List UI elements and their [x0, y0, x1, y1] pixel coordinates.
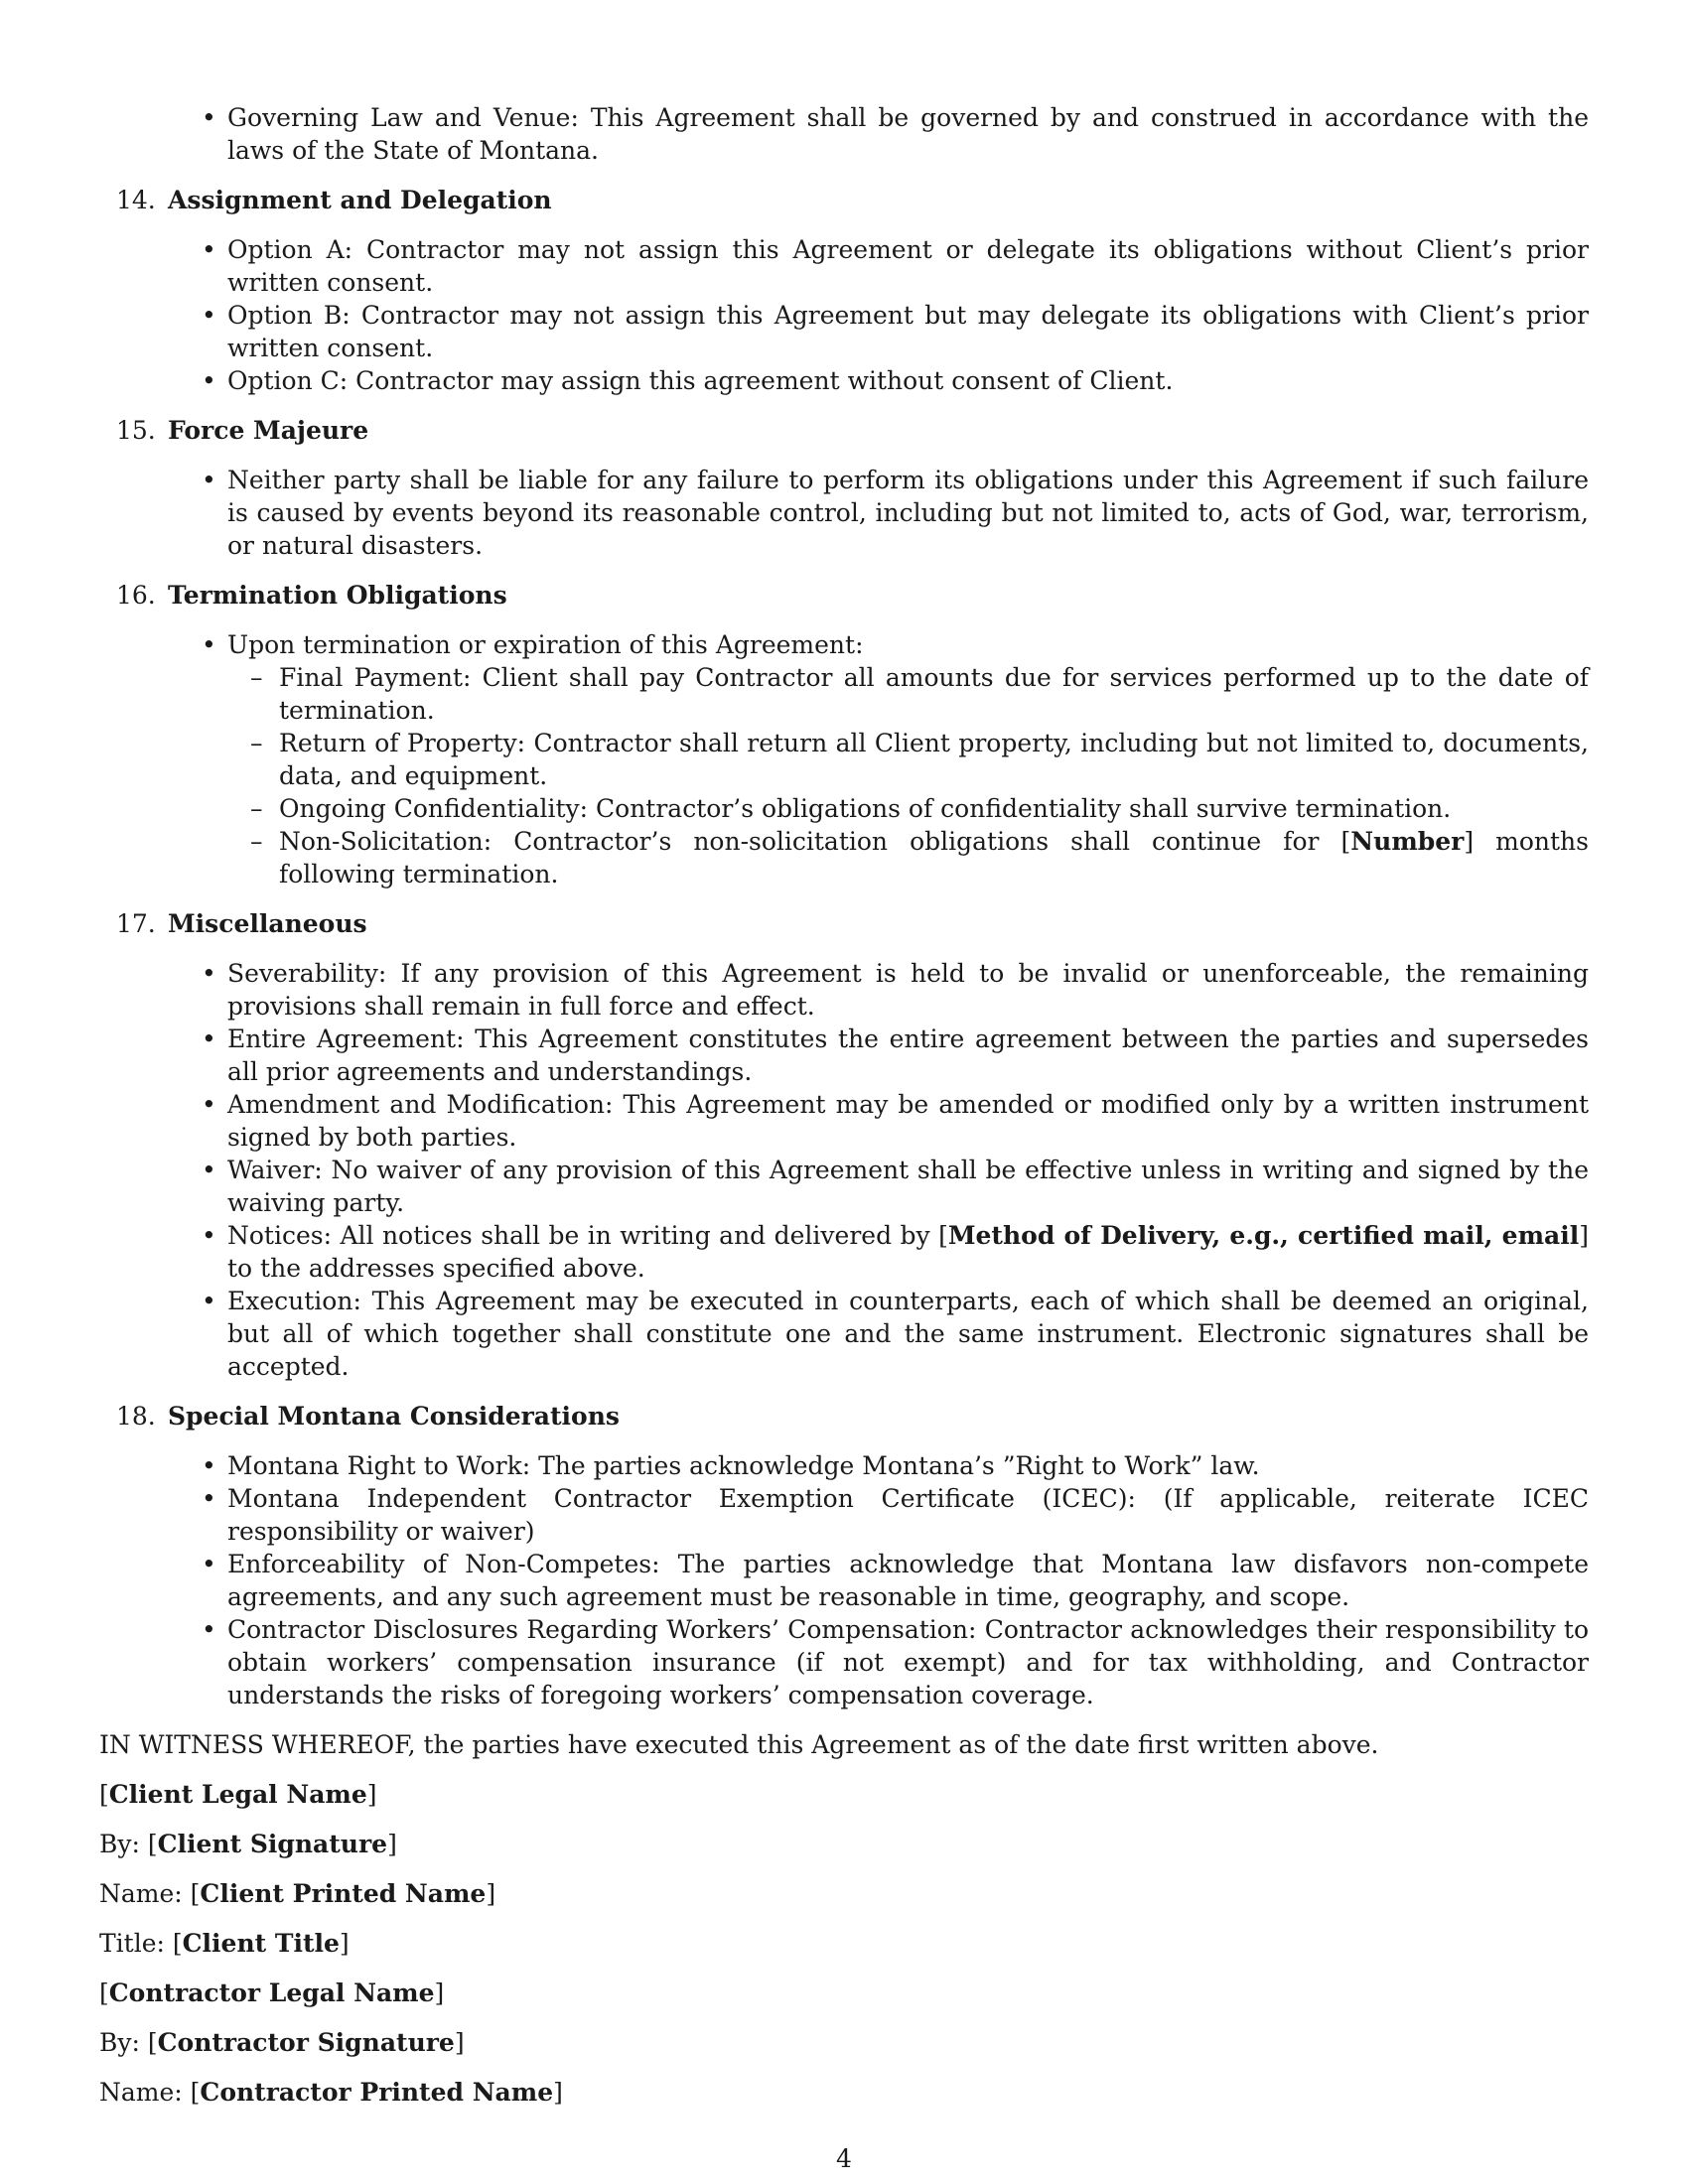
- list-item: • Waiver: No waiver of any provision of this Agreement shall be effective unless in writing and signed by the waiving party.: [99, 1154, 1589, 1219]
- section-heading-17: [99, 907, 1589, 940]
- section-number: 15.: [116, 416, 156, 445]
- section-number: 18.: [116, 1402, 156, 1431]
- section-number: 16.: [116, 581, 156, 610]
- sub-list-item: [99, 825, 1589, 890]
- client-legal-name-placeholder: Client Legal Name: [108, 1780, 367, 1809]
- assignment-list: [99, 233, 1589, 397]
- by-label: By:: [99, 1830, 140, 1858]
- montana-list: [99, 1449, 1589, 1711]
- list-item: • Option B: Contractor may not assign this Agreement but may delegate its obligations with Client’s prior written consent.: [99, 299, 1589, 364]
- list-item: • Option A: Contractor may not assign this Agreement or delegate its obligations without Client’s prior written consent.: [99, 233, 1589, 299]
- list-item: • Entire Agreement: This Agreement constitutes the entire agreement between the parties and supersedes all prior agreements and understandings.: [99, 1023, 1589, 1088]
- notices-placeholder: Method of Delivery, e.g., certified mail, email: [947, 1221, 1580, 1250]
- witness-clause: IN WITNESS WHEREOF, the parties have executed this Agreement as of the date first written above.: [99, 1730, 1379, 1759]
- list-item: • Montana Independent Contractor Exemption Certificate (ICEC): (If applicable, reiterate ICEC responsibility or waiver): [99, 1482, 1589, 1548]
- client-title-line: Title: [Client Title]: [99, 1929, 350, 1958]
- list-item: • Severability: If any provision of this Agreement is held to be invalid or unenforceable, the remaining provisions shall remain in full force and effect.: [99, 957, 1589, 1023]
- client-by-line: By: [Client Signature]: [99, 1830, 397, 1858]
- by-label: By:: [99, 2028, 140, 2057]
- section-title: Special Montana Considerations: [168, 1402, 620, 1431]
- list-item: • Montana Right to Work: The parties acknowledge Montana’s ”Right to Work” law.: [99, 1449, 1589, 1482]
- nonsolicit-text-before: Non-Solicitation: Contractor’s non-solicitation obligations shall continue for [: [279, 827, 1351, 856]
- miscellaneous-list: [99, 957, 1589, 1383]
- section-number: 17.: [116, 909, 156, 938]
- list-item: • Execution: This Agreement may be executed in counterparts, each of which shall be deemed an original, but all of which together shall constitute one and the same instrument. Electronic signatures shall be accepted.: [99, 1285, 1589, 1383]
- client-title-placeholder: Client Title: [182, 1929, 340, 1958]
- name-label: Name:: [99, 2078, 183, 2107]
- section-title: Assignment and Delegation: [168, 186, 552, 214]
- contractor-name-line: Name: [Contractor Printed Name]: [99, 2078, 563, 2107]
- list-item: • Upon termination or expiration of this Agreement:: [99, 628, 1589, 661]
- list-item: • Contractor Disclosures Regarding Workers’ Compensation: Contractor acknowledges their responsibility to obtain workers’ compensation insurance (if not exempt) and for tax withholding, and Contractor understands the risks of foregoing workers’ compensation coverage.: [99, 1613, 1589, 1711]
- nonsolicit-placeholder: Number: [1350, 827, 1465, 856]
- list-item: • Option C: Contractor may assign this agreement without consent of Client.: [99, 364, 1589, 397]
- section-title: Termination Obligations: [168, 581, 507, 610]
- list-item: • Governing Law and Venue: This Agreement shall be governed by and construed in accordance with the laws of the State of Montana.: [99, 101, 1589, 167]
- client-printed-name-placeholder: Client Printed Name: [200, 1879, 487, 1908]
- governing-law-list: [99, 101, 1589, 167]
- client-name-line: Name: [Client Printed Name]: [99, 1879, 496, 1908]
- sub-list-item: – Return of Property: Contractor shall return all Client property, including but not limited to, documents, data, and equipment.: [99, 727, 1589, 792]
- contractor-signature-placeholder: Contractor Signature: [157, 2028, 455, 2057]
- notices-text-after: ] to the addresses specified above.: [227, 1221, 1589, 1283]
- section-heading-18: [99, 1400, 1589, 1433]
- section-heading-14: [99, 184, 1589, 216]
- contractor-printed-name-placeholder: Contractor Printed Name: [200, 2078, 554, 2107]
- list-item: [99, 1219, 1589, 1285]
- list-item: • Neither party shall be liable for any failure to perform its obligations under this Agreement if such failure is caused by events beyond its reasonable control, including but not limited to, acts of God, war, terrorism, or natural disasters.: [99, 464, 1589, 562]
- section-title: Force Majeure: [168, 416, 369, 445]
- sub-list-item: – Ongoing Confidentiality: Contractor’s obligations of confidentiality shall survive termination.: [99, 792, 1589, 825]
- sub-list-item: – Final Payment: Client shall pay Contractor all amounts due for services performed up to the date of termination.: [99, 661, 1589, 727]
- client-signature-placeholder: Client Signature: [157, 1830, 388, 1858]
- section-number: 14.: [116, 186, 156, 214]
- section-title: Miscellaneous: [168, 909, 367, 938]
- title-label: Title:: [99, 1929, 165, 1958]
- client-legal-name: [Client Legal Name]: [99, 1780, 377, 1809]
- contractor-by-line: By: [Contractor Signature]: [99, 2028, 465, 2057]
- page-number: 4: [836, 2144, 852, 2173]
- document-body: [99, 101, 1589, 2109]
- section-heading-16: [99, 579, 1589, 612]
- termination-sublist: [99, 661, 1589, 890]
- name-label: Name:: [99, 1879, 183, 1908]
- contractor-legal-name-placeholder: Contractor Legal Name: [108, 1979, 435, 2007]
- notices-text-before: Notices: All notices shall be in writing and delivered by [: [227, 1221, 948, 1250]
- force-majeure-list: [99, 464, 1589, 562]
- nonsolicit-text-after: ] months following termination.: [279, 827, 1589, 888]
- contractor-legal-name: [Contractor Legal Name]: [99, 1979, 445, 2007]
- section-heading-15: [99, 414, 1589, 447]
- list-item: • Amendment and Modification: This Agreement may be amended or modified only by a written instrument signed by both parties.: [99, 1088, 1589, 1154]
- list-item: • Enforceability of Non-Competes: The parties acknowledge that Montana law disfavors non-compete agreements, and any such agreement must be reasonable in time, geography, and scope.: [99, 1548, 1589, 1613]
- termination-list: [99, 628, 1589, 661]
